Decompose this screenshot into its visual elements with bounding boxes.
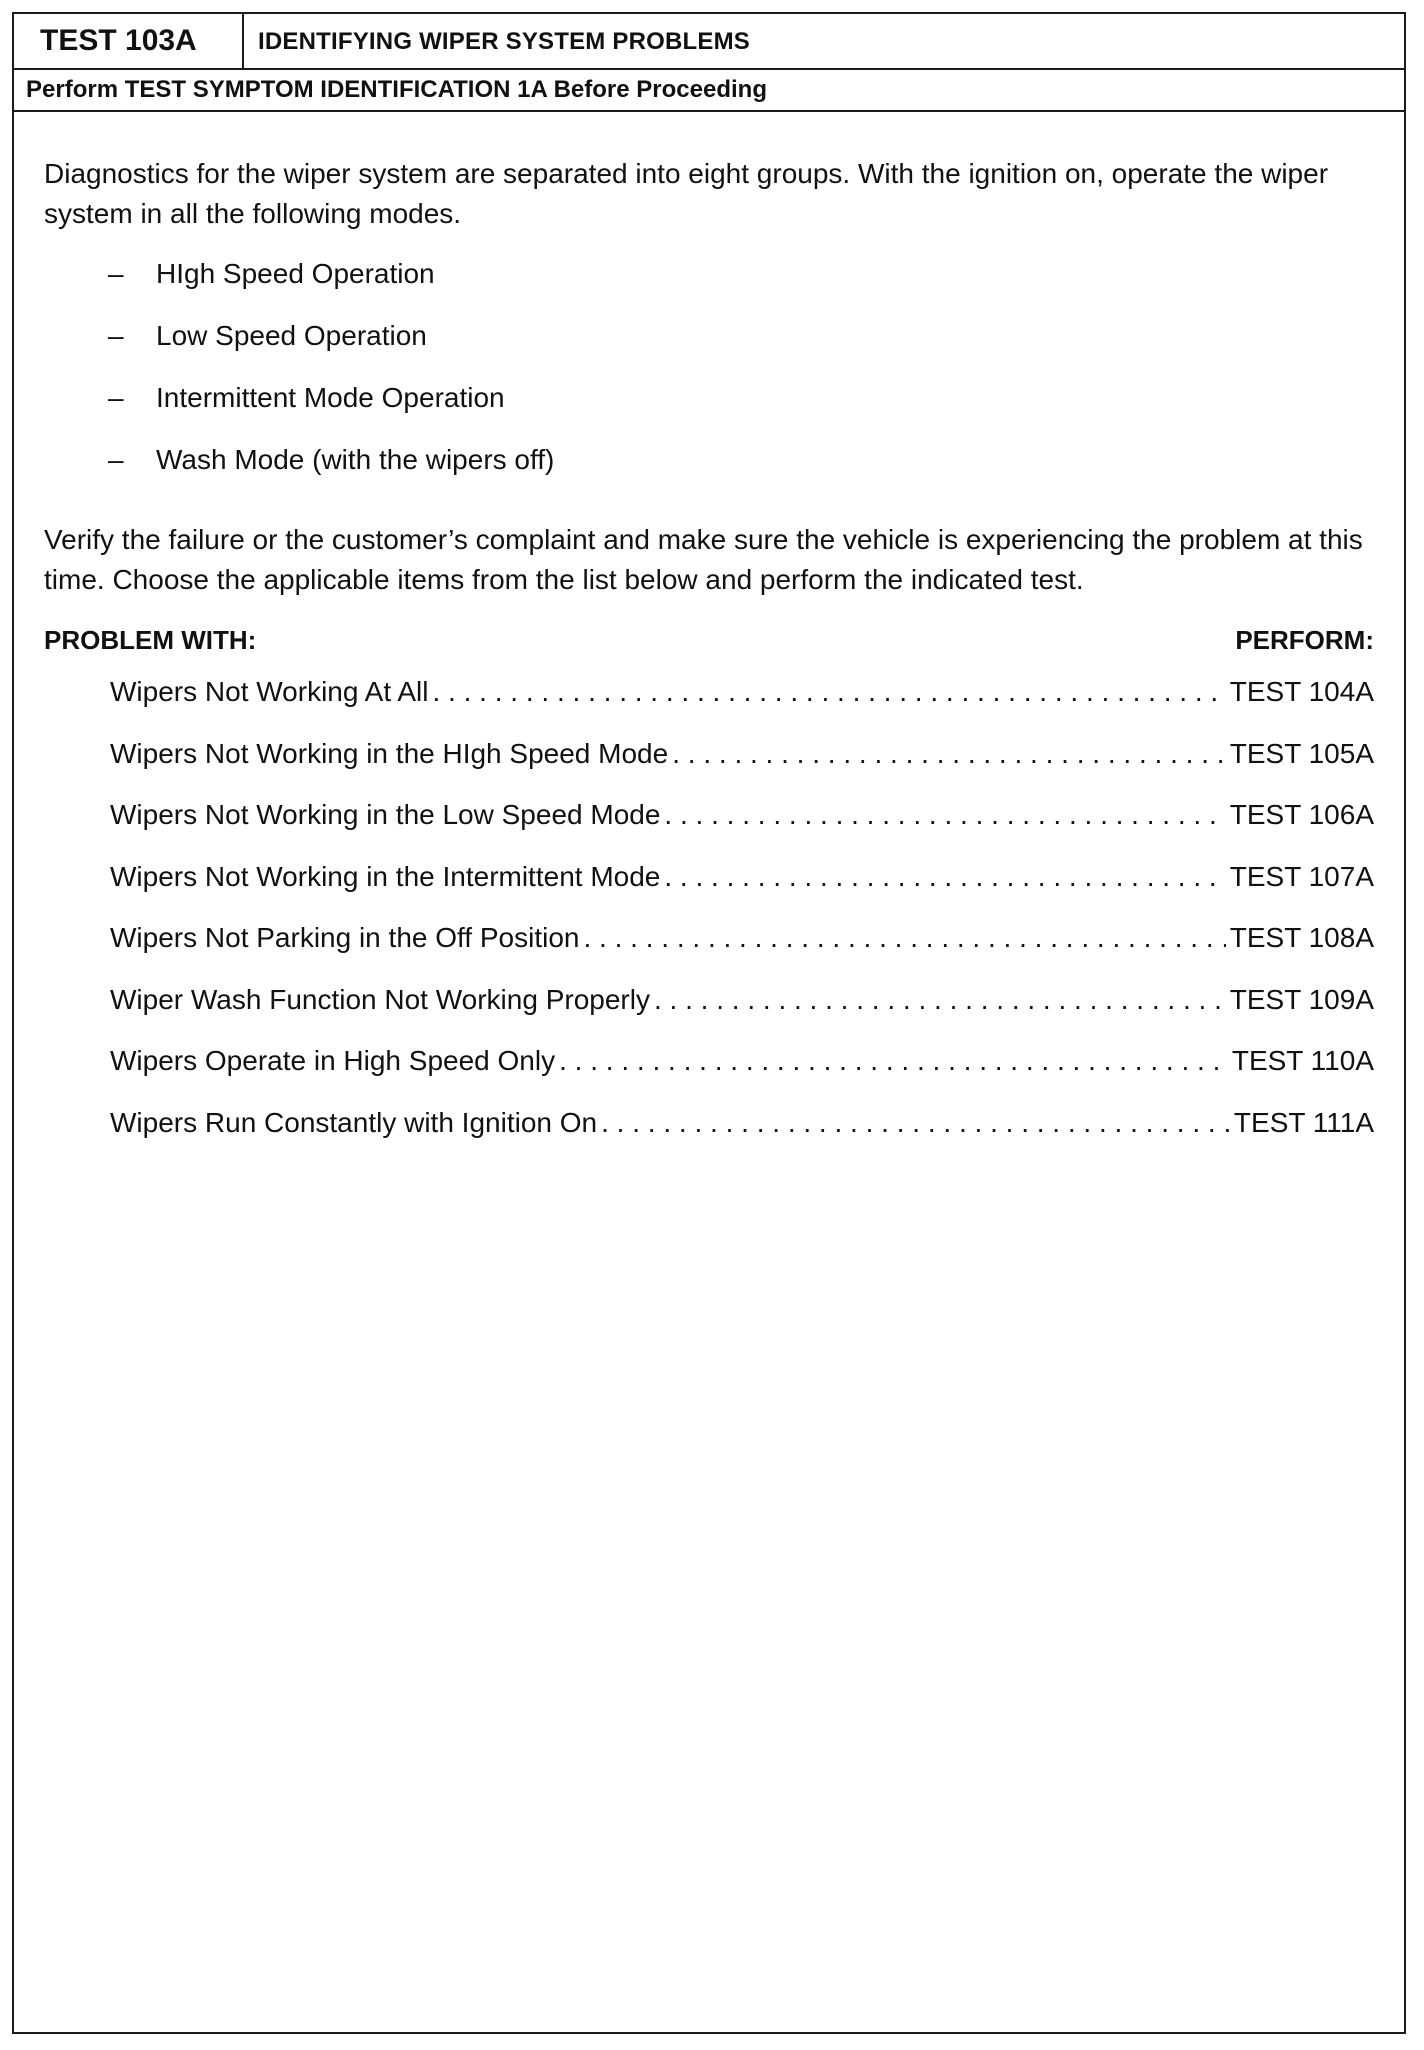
test-reference: TEST 110A [1231,1045,1374,1076]
problem-name: Wipers Not Working At All [110,676,429,707]
title-bar [14,14,1404,70]
problem-table-header [44,620,1374,672]
mode-item [44,316,1374,378]
test-reference: TEST 107A [1229,860,1374,892]
mode-item [44,378,1374,440]
dot-leader [559,1041,1228,1081]
dot-leader [654,980,1226,1020]
test-id: TEST 103A [14,14,244,68]
mode-label: Intermittent Mode Operation [156,382,505,413]
problem-name: Wipers Not Working in the Intermittent Mode [110,860,661,892]
problem-name: Wipers Not Working in the Low Speed Mode [110,799,661,830]
problem-row [44,1041,1374,1103]
mode-label: Wash Mode (with the wipers off) [156,444,555,475]
problem-row [44,672,1374,734]
mode-list [44,254,1374,502]
test-reference: TEST 109A [1229,983,1374,1015]
test-reference: TEST 111A [1233,1106,1374,1138]
problem-row [44,734,1374,796]
dash-bullet: – [108,320,124,351]
dash-bullet: – [108,382,124,413]
test-reference: TEST 104A [1229,676,1374,707]
problem-name: Wipers Not Parking in the Off Position [110,922,580,953]
verify-paragraph: Verify the failure or the customer’s complaint and make sure the vehicle is experiencing the problem at this time. Choose the applicable items from the list below and perform the indicated test. [44,524,1363,595]
dot-leader [601,1103,1230,1143]
test-title: IDENTIFYING WIPER SYSTEM PROBLEMS [258,28,750,55]
mode-item [44,440,1374,502]
problem-row [44,918,1374,980]
problem-row [44,795,1374,857]
dash-bullet: – [108,444,124,475]
dot-leader [672,734,1226,774]
problem-list [44,672,1374,1164]
problem-row [44,980,1374,1042]
perform-column-header: PERFORM: [1235,625,1374,655]
problem-name: Wiper Wash Function Not Working Properly [110,983,650,1015]
dot-leader [664,795,1225,835]
document-frame [12,12,1406,2034]
problem-row [44,1103,1374,1165]
dot-leader [583,918,1225,958]
problem-row [44,857,1374,919]
dash-bullet: – [108,258,124,289]
problem-name: Wipers Run Constantly with Ignition On [110,1106,598,1138]
intro-paragraph: Diagnostics for the wiper system are separated into eight groups. With the ignition on, operate the wiper system in all the following modes. [44,158,1329,229]
problem-name: Wipers Not Working in the HIgh Speed Mode [110,737,669,769]
document-body [44,154,1374,1164]
mode-label: Low Speed Operation [156,320,427,351]
test-reference: TEST 105A [1229,737,1374,769]
mode-label: HIgh Speed Operation [156,258,435,289]
dot-leader [664,857,1225,897]
test-reference: TEST 108A [1229,922,1374,953]
mode-item [44,254,1374,316]
dot-leader [432,672,1225,712]
problem-name: Wipers Operate in High Speed Only [110,1045,556,1076]
prerequisite-note: Perform TEST SYMPTOM IDENTIFICATION 1A Before Proceeding [14,70,1404,112]
test-reference: TEST 106A [1229,799,1374,830]
problem-column-header: PROBLEM WITH: [44,625,257,655]
